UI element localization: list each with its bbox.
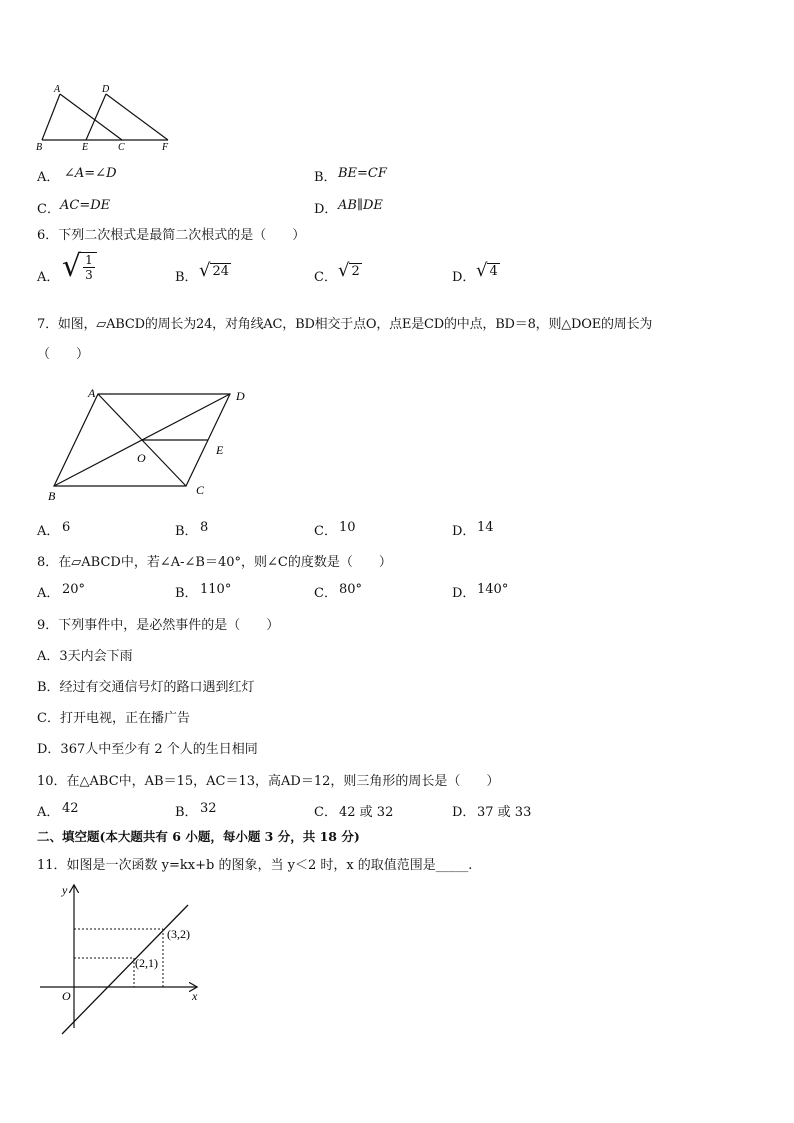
q8-option-d: 140° <box>477 582 509 597</box>
q6-option-a-sqrt: √ $\frac{1}{3}$ <box>62 252 97 282</box>
q5-option-a: ∠A=∠D <box>64 166 117 181</box>
q8-option-c: 80° <box>339 582 363 597</box>
fig7-label-c: C <box>196 483 205 497</box>
q6-a-denominator: 3 <box>85 268 93 282</box>
q10-option-c-letter: C． <box>314 805 337 820</box>
q10-option-b-letter: B． <box>175 805 198 820</box>
q11-x-axis-label: x <box>192 989 198 1003</box>
q8-option-a-letter: A． <box>37 586 60 601</box>
q8-option-b-letter: B． <box>175 586 198 601</box>
q10-option-c: 42 或 32 <box>339 805 394 820</box>
q11-origin-label: O <box>62 989 71 1003</box>
q7-option-c: 10 <box>339 520 356 535</box>
q5-option-c-letter: C． <box>37 202 60 217</box>
q11-y-axis-label: y <box>62 883 68 897</box>
q10-option-b: 32 <box>200 801 217 816</box>
q7-option-a: 6 <box>62 520 71 535</box>
q9-option-b: B．经过有交通信号灯的路口遇到红灯 <box>37 680 255 695</box>
q9-option-a: A．3天内会下雨 <box>37 649 133 664</box>
q6-option-b: 24 <box>212 264 230 279</box>
q11-point-2-1: (2,1) <box>135 956 158 970</box>
q9-option-d: D．367人中至少有 2 个人的生日相同 <box>37 742 258 757</box>
q6-option-c: 2 <box>351 264 360 279</box>
q7-option-b-letter: B． <box>175 524 198 539</box>
q6-option-d-letter: D． <box>452 270 476 285</box>
q10-option-d: 37 或 33 <box>477 805 532 820</box>
q6-option-b-letter: B． <box>175 270 198 285</box>
fig5-label-a: A <box>54 84 61 95</box>
q7-option-a-letter: A． <box>37 524 60 539</box>
q6-option-c-sqrt: √ 2 <box>338 260 360 281</box>
q5-option-a-letter: A． <box>37 170 60 185</box>
q7-parallelogram-figure <box>40 382 260 502</box>
q5-option-d: AB∥DE <box>338 198 383 213</box>
q11-point-3-2: (3,2) <box>167 927 190 941</box>
q5-option-c: AC=DE <box>60 198 111 213</box>
q7-stem-paren: （ ） <box>37 347 90 362</box>
fig5-label-c: C <box>118 142 125 152</box>
q5-option-b-letter: B． <box>314 170 337 185</box>
q5-triangles-figure <box>36 82 176 152</box>
q10-option-a-letter: A． <box>37 805 60 820</box>
q6-option-b-sqrt: √ 24 <box>199 260 230 281</box>
fig7-label-o: O <box>137 451 146 465</box>
q10-stem: 10．在△ABC中，AB＝15，AC＝13，高AD＝12，则三角形的周长是（ ） <box>37 774 500 789</box>
q10-option-a: 42 <box>62 801 79 816</box>
fig5-label-b: B <box>36 142 43 152</box>
q7-stem: 7．如图，▱ABCD的周长为24，对角线AC，BD相交于点O，点E是CD的中点，BD＝8，则△DOE的周长为 <box>37 317 653 332</box>
q8-option-b: 110° <box>200 582 232 597</box>
q6-option-d: 4 <box>489 264 498 279</box>
q11-linear-graph <box>36 878 216 1038</box>
q6-stem: 6．下列二次根式是最简二次根式的是（ ） <box>37 228 306 243</box>
fig7-label-a: A <box>88 386 96 400</box>
q7-option-c-letter: C． <box>314 524 337 539</box>
q11-stem: 11．如图是一次函数 y=kx+b 的图象，当 y＜2 时，x 的取值范围是_____. <box>37 858 473 873</box>
q5-option-d-letter: D． <box>314 202 338 217</box>
q7-option-d-letter: D． <box>452 524 476 539</box>
q9-option-c: C．打开电视，正在播广告 <box>37 711 190 726</box>
q9-stem: 9．下列事件中，是必然事件的是（ ） <box>37 618 280 633</box>
q10-option-d-letter: D． <box>452 805 476 820</box>
q7-option-b: 8 <box>200 520 209 535</box>
q8-option-d-letter: D． <box>452 586 476 601</box>
q8-option-a: 20° <box>62 582 86 597</box>
section-2-title: 二、填空题(本大题共有 6 小题，每小题 3 分，共 18 分) <box>37 829 360 844</box>
fig5-label-e: E <box>82 142 89 152</box>
q5-option-b: BE=CF <box>338 166 387 181</box>
fig7-label-b: B <box>48 489 56 502</box>
fig7-label-d: D <box>236 389 245 403</box>
q7-option-d: 14 <box>477 520 494 535</box>
q6-option-d-sqrt: √ 4 <box>476 260 498 281</box>
q6-option-c-letter: C． <box>314 270 337 285</box>
q8-option-c-letter: C． <box>314 586 337 601</box>
q6-a-numerator: 1 <box>85 253 93 267</box>
fig5-label-f: F <box>162 142 169 152</box>
fig7-label-e: E <box>216 443 224 457</box>
q8-stem: 8．在▱ABCD中，若∠A-∠B＝40°，则∠C的度数是（ ） <box>37 555 392 570</box>
fig5-label-d: D <box>102 84 110 95</box>
q6-option-a-letter: A． <box>37 270 60 285</box>
